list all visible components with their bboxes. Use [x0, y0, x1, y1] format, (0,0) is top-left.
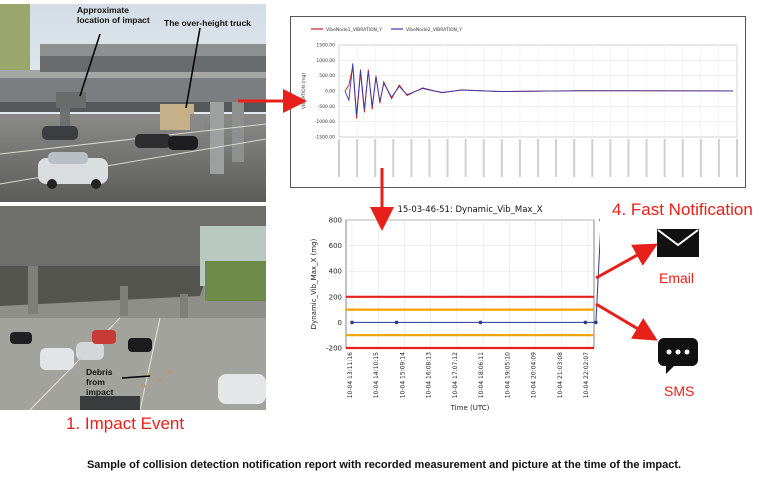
y-tick-label: -500.00 — [317, 104, 335, 110]
y-tick-label: 200 — [328, 293, 342, 302]
email-icon — [656, 228, 700, 258]
x-tick-label: 10-04 13:11:16 — [347, 352, 354, 399]
x-tick-label: 10-04 14:10:15 — [373, 352, 381, 399]
legend-entry: VibeNode1_VIBRATION_Y — [326, 28, 382, 33]
y-axis-label: Dynamic_Vib_Max_X (mg) — [310, 238, 318, 330]
y-tick-label: 1000.00 — [316, 58, 335, 64]
y-tick-label: -200 — [326, 344, 342, 353]
sms-label: SMS — [664, 383, 695, 399]
y-tick-label: 0.00 — [324, 89, 335, 95]
step4-label: 4. Fast Notification — [612, 200, 753, 219]
label-debris: Debris from impact — [86, 367, 114, 397]
x-axis-label: Time (UTC) — [450, 404, 490, 412]
sms-icon — [656, 336, 700, 376]
x-tick-label: 10-04 19:05:10 — [504, 352, 512, 399]
y-tick-label: 1500.00 — [316, 43, 335, 49]
arrow-to-email — [596, 248, 650, 278]
y-tick-label: 600 — [328, 242, 342, 251]
figure-caption: Sample of collision detection notification report with recorded measurement and picture at the time of the impact. — [86, 459, 682, 471]
y-tick-label: 500.00 — [319, 74, 335, 80]
x-tick-label: 10-04 20:04:09 — [530, 352, 538, 399]
x-tick-label: 10-04 22:02:07 — [583, 352, 590, 399]
x-tick-label: 10-04 21:03:08 — [556, 352, 564, 399]
y-tick-label: -1000.00 — [314, 120, 335, 126]
legend-entry: VibeNode2_VIBRATION_Y — [406, 28, 462, 33]
step1-label: 1. Impact Event — [66, 414, 185, 433]
x-tick-label: 10-04 18:06:11 — [478, 352, 486, 399]
email-label: Email — [659, 270, 695, 286]
x-tick-label: 10-04 15:09:14 — [399, 352, 407, 399]
arrow-to-sms — [596, 304, 650, 336]
label-approx-impact: Approximate location of impact — [77, 5, 150, 25]
label-overheight-truck: The over-height truck — [164, 18, 251, 28]
y-tick-label: 800 — [328, 216, 342, 225]
y-tick-label: -1500.00 — [314, 135, 335, 141]
x-tick-label: 10-04 16:08:13 — [425, 352, 433, 399]
y-tick-label: 0 — [337, 318, 342, 327]
chart-title: 15-03-46-51: Dynamic_Vib_Max_X — [397, 205, 543, 215]
y-tick-label: 400 — [328, 267, 342, 276]
x-tick-label: 10-04 17:07:12 — [451, 352, 459, 399]
y-axis-label: VIBRATION (mg) — [302, 72, 307, 110]
